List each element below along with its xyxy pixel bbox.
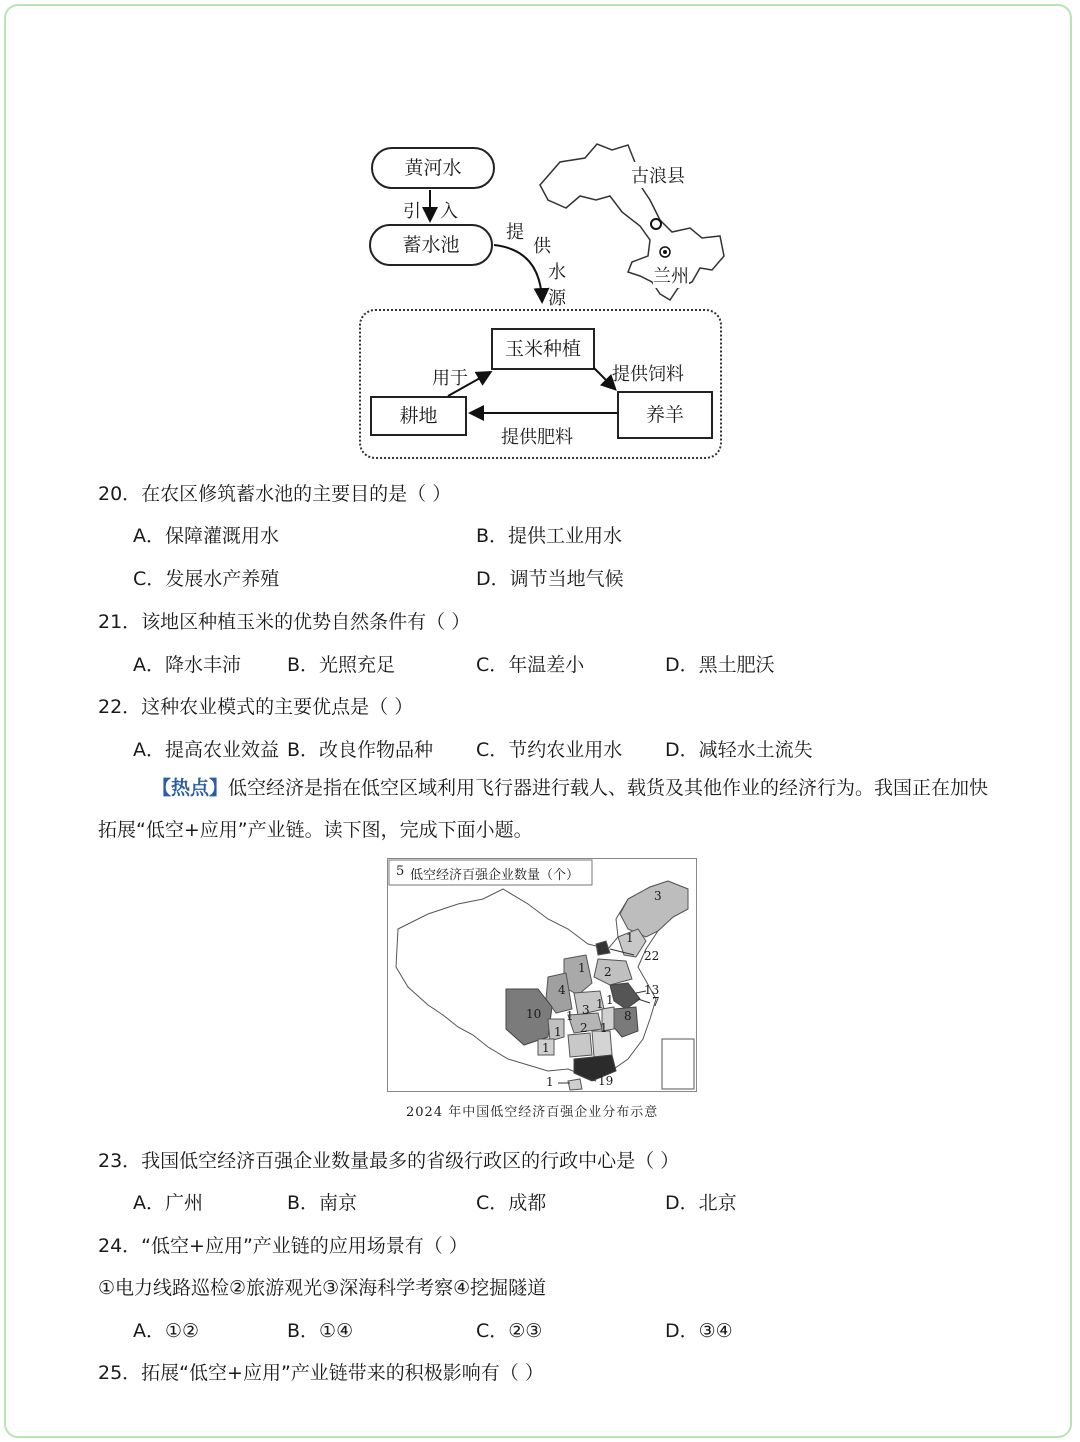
value-chongqing: 1 bbox=[554, 1025, 562, 1039]
value-beijing: 22 bbox=[644, 949, 660, 963]
q20-option-c[interactable]: C．发展水产养殖 bbox=[133, 568, 280, 590]
q22-option-d[interactable]: D．减轻水土流失 bbox=[665, 739, 813, 761]
q24-option-d[interactable]: D．③④ bbox=[665, 1320, 733, 1342]
lanzhou-marker-dot bbox=[663, 250, 667, 254]
q23-option-b[interactable]: B．南京 bbox=[287, 1192, 358, 1214]
q24-option-a[interactable]: A．①② bbox=[133, 1320, 200, 1342]
feiliao-label: 提供肥料 bbox=[501, 427, 573, 448]
beijing-shape bbox=[596, 941, 610, 955]
q23-option-c[interactable]: C．成都 bbox=[476, 1192, 547, 1214]
provide-water-char-3: 水 bbox=[548, 262, 566, 283]
provide-water-char-4: 源 bbox=[548, 288, 566, 309]
value-anhui: 1 bbox=[596, 997, 604, 1011]
arrow-yongyu bbox=[448, 373, 489, 396]
q22-option-a[interactable]: A．提高农业效益 bbox=[133, 739, 279, 761]
q21-option-d[interactable]: D．黑土肥沃 bbox=[665, 654, 775, 676]
value-hubei: 3 bbox=[582, 1003, 590, 1017]
low-altitude-map bbox=[387, 858, 697, 1092]
q20-stem: 20．在农区修筑蓄水池的主要目的是（ ） bbox=[98, 483, 452, 505]
provide-water-char-2: 供 bbox=[533, 236, 551, 257]
value-hunan: 2 bbox=[580, 1021, 588, 1035]
gengdi-label: 耕地 bbox=[399, 405, 438, 427]
q24-items: ①电力线路巡检②旅游观光③深海科学考察④挖掘隧道 bbox=[98, 1277, 547, 1299]
value-shanxi: 1 bbox=[578, 961, 586, 975]
hunan-shape bbox=[568, 1033, 592, 1057]
value-shaanxi: 4 bbox=[558, 983, 566, 997]
q24-option-c[interactable]: C．②③ bbox=[476, 1320, 543, 1342]
arrow-siliao bbox=[594, 368, 614, 388]
huanghe-label: 黄河水 bbox=[404, 157, 462, 179]
gulang-marker bbox=[651, 219, 661, 229]
value-hainan: 1 bbox=[546, 1075, 554, 1089]
q24-option-b[interactable]: B．①④ bbox=[287, 1320, 354, 1342]
xushuichi-label: 蓄水池 bbox=[402, 234, 460, 256]
value-guizhou: 1 bbox=[542, 1041, 550, 1055]
value-shandong: 2 bbox=[604, 965, 612, 979]
hot-line-1 bbox=[152, 768, 988, 808]
value-jiangxi: 1 bbox=[600, 1021, 608, 1035]
value-jiangsu: 13 bbox=[644, 983, 660, 997]
gulang-label: 古浪县 bbox=[631, 162, 685, 188]
q21-option-c[interactable]: C．年温差小 bbox=[476, 654, 585, 676]
lanzhou-label: 兰州 bbox=[653, 262, 689, 288]
value-guangdong: 19 bbox=[598, 1074, 614, 1088]
yumi-label: 玉米种植 bbox=[504, 338, 581, 360]
q22-option-c[interactable]: C．节约农业用水 bbox=[476, 739, 623, 761]
q23-option-a[interactable]: A．广州 bbox=[133, 1192, 203, 1214]
diagram-arrows bbox=[0, 0, 1080, 470]
ru-label: 入 bbox=[440, 201, 458, 222]
hainan-shape bbox=[568, 1079, 582, 1090]
q21-option-a[interactable]: A．降水丰沛 bbox=[133, 654, 241, 676]
value-henan: 1 bbox=[606, 993, 614, 1007]
arrow-provide-water bbox=[494, 245, 542, 300]
siliao-label: 提供饲料 bbox=[612, 364, 684, 385]
value-hebei: 1 bbox=[566, 1009, 574, 1023]
q20-option-d[interactable]: D．调节当地气候 bbox=[476, 568, 624, 590]
legend-text: 低空经济百强企业数量（个） bbox=[410, 868, 580, 883]
south-sea-inset bbox=[662, 1039, 694, 1089]
value-heilongjiang: 3 bbox=[654, 889, 662, 903]
china-map-svg bbox=[388, 859, 696, 1091]
q20-option-b[interactable]: B．提供工业用水 bbox=[476, 525, 623, 547]
q22-stem: 22．这种农业模式的主要优点是（ ） bbox=[98, 696, 414, 718]
q22-option-b[interactable]: B．改良作物品种 bbox=[287, 739, 434, 761]
q20-option-a[interactable]: A．保障灌溉用水 bbox=[133, 525, 279, 547]
q24-stem: 24．“低空+应用”产业链的应用场景有（ ） bbox=[98, 1235, 468, 1257]
value-shanghai: 7 bbox=[652, 995, 660, 1009]
hot-tag: 【热点】 bbox=[152, 777, 229, 799]
provide-water-char-1: 提 bbox=[506, 222, 524, 243]
value-sichuan: 10 bbox=[526, 1007, 542, 1021]
hot-text-1: 低空经济是指在低空区域利用飞行器进行载人、载货及其他作业的经济行为。我国正在加快 bbox=[228, 777, 989, 799]
q23-stem: 23．我国低空经济百强企业数量最多的省级行政区的行政中心是（ ） bbox=[98, 1150, 680, 1172]
yin-label: 引 bbox=[403, 201, 421, 222]
q23-option-d[interactable]: D．北京 bbox=[665, 1192, 737, 1214]
value-liaoning: 1 bbox=[626, 931, 634, 945]
map-caption: 2024 年中国低空经济百强企业分布示意 bbox=[406, 1105, 659, 1120]
q21-option-b[interactable]: B．光照充足 bbox=[287, 654, 396, 676]
q25-stem: 25．拓展“低空+应用”产业链带来的积极影响有（ ） bbox=[98, 1362, 544, 1384]
value-zhejiang: 8 bbox=[624, 1009, 632, 1023]
yangyang-label: 养羊 bbox=[645, 404, 684, 426]
q21-stem: 21．该地区种植玉米的优势自然条件有（ ） bbox=[98, 611, 471, 633]
yongyu-label: 用于 bbox=[432, 368, 468, 389]
legend-number: 5 bbox=[396, 864, 405, 879]
hot-text-2: 拓展“低空+应用”产业链。读下图，完成下面小题。 bbox=[98, 819, 533, 841]
